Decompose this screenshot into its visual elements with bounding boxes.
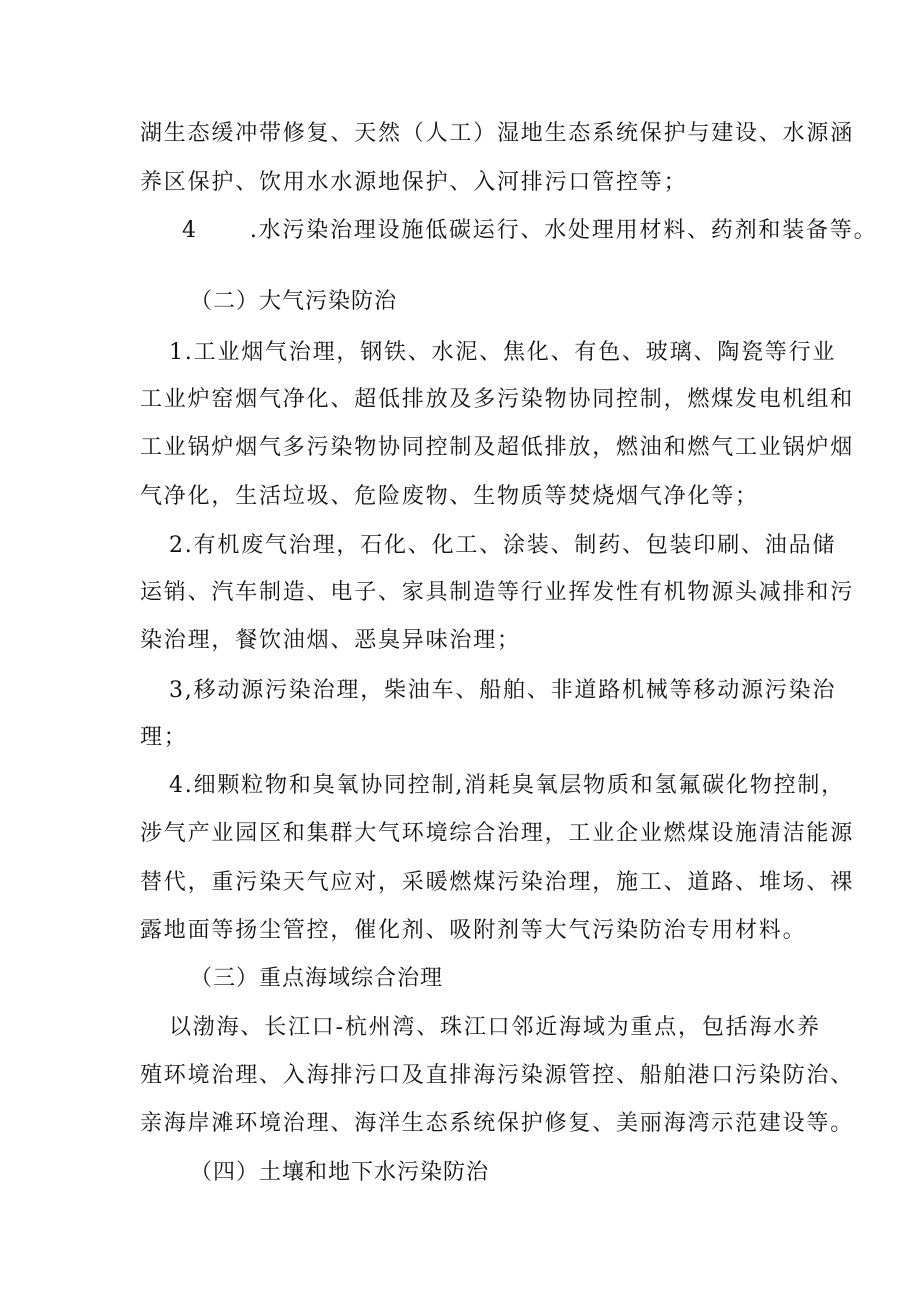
- list-number: 4: [182, 218, 198, 243]
- paragraph-line: 3,移动源污染治理，柴油车、船舶、非道路机械等移动源污染治: [169, 678, 837, 703]
- paragraph-line: 工业炉窑烟气净化、超低排放及多污染物协同控制，燃煤发电机组和: [140, 387, 855, 412]
- paragraph-line: 运销、汽车制造、电子、家具制造等行业挥发性有机物源头减排和污: [140, 580, 855, 605]
- section-heading-sea: （三）重点海域综合治理: [190, 966, 444, 991]
- list-item-4-line: [0, 216, 920, 246]
- paragraph-line: 2.有机废气治理，石化、化工、涂装、制药、包装印刷、油品储: [169, 533, 837, 558]
- paragraph-line: 1.工业烟气治理，钢铁、水泥、焦化、有色、玻璃、陶瓷等行业: [169, 340, 837, 365]
- paragraph-line: 亲海岸滩环境治理、海洋生态系统保护修复、美丽海湾示范建设等。: [140, 1111, 855, 1136]
- paragraph-line: 染治理，餐饮油烟、恶臭异味治理；: [140, 628, 521, 653]
- paragraph-line: 4.细颗粒物和臭氧协同控制,消耗臭氧层物质和氢氟碳化物控制，: [169, 773, 845, 798]
- paragraph-line: 工业锅炉烟气多污染物协同控制及超低排放，燃油和燃气工业锅炉烟: [140, 435, 855, 460]
- paragraph-line: 理；: [140, 725, 188, 750]
- paragraph-line: 替代，重污染天气应对，采暖燃煤污染治理，施工、道路、堆场、裸: [140, 870, 855, 895]
- paragraph-line: 以渤海、长江口-杭州湾、珠江口邻近海域为重点，包括海水养: [169, 1015, 821, 1040]
- paragraph-line: 露地面等扬尘管控，催化剂、吸附剂等大气污染防治专用材料。: [140, 918, 807, 943]
- section-heading-soil: （四）土壤和地下水污染防治: [190, 1160, 490, 1185]
- paragraph-line: 殖环境治理、入海排污口及直排海污染源管控、船舶港口污染防治、: [140, 1063, 855, 1088]
- paragraph-line: 湖生态缓冲带修复、天然（人工）湿地生态系统保护与建设、水源涵: [140, 121, 855, 146]
- paragraph-line: 气净化，生活垃圾、危险废物、生物质等焚烧烟气净化等；: [140, 484, 759, 509]
- paragraph-line: 涉气产业园区和集群大气环境综合治理，工业企业燃煤设施清洁能源: [140, 821, 855, 846]
- paragraph-line: 养区保护、饮用水水源地保护、入河排污口管控等；: [140, 170, 688, 195]
- section-heading-air: （二）大气污染防治: [190, 289, 398, 314]
- list-item-text: .水污染治理设施低碳运行、水处理用材料、药剂和装备等。: [249, 218, 878, 243]
